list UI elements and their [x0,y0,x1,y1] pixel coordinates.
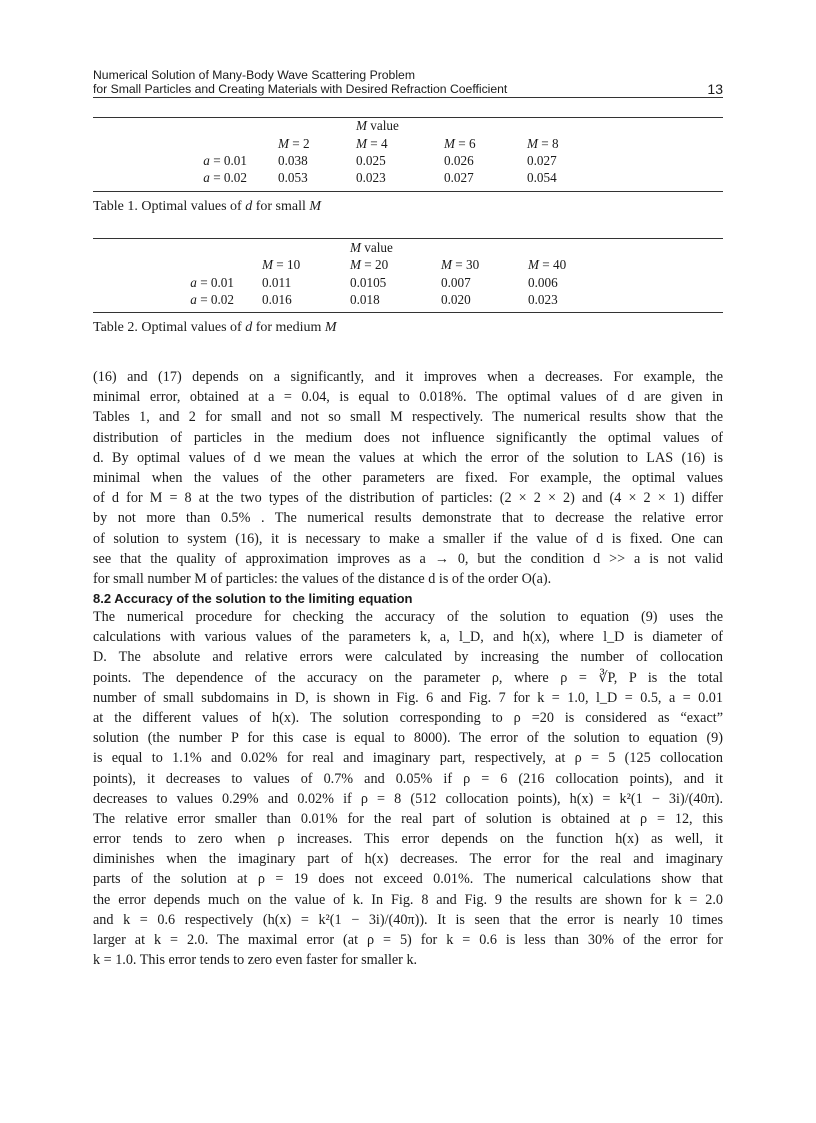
text-line: by not more than 0.5% . The numerical results demonstrate that to decrease the relative error [93,510,723,527]
page-number: 13 [707,81,723,97]
table-cell: 0.023 [356,170,386,185]
text-line: the error depends much on the value of k. In Fig. 8 and Fig. 9 the results are shown for k = 2.0 [93,891,723,908]
table-bottom-rule [93,312,723,313]
table-cell: 0.023 [528,292,558,307]
text-line: D. The absolute and relative errors were calculated by increasing the number of collocation [93,649,723,666]
column-header: M = 40 [528,257,567,272]
section-heading: 8.2 Accuracy of the solution to the limiting equation [93,591,413,606]
text-line: is equal to 1.1% and 0.02% for real and imaginary part, respectively, at ρ = 5 (125 collocation [93,750,723,767]
table-cell: 0.026 [444,153,474,168]
table-bottom-rule [93,191,723,192]
column-header: M = 20 [350,257,389,272]
table-cell: 0.027 [444,170,474,185]
text-line: The numerical procedure for checking the accuracy of the solution to equation (9) uses the [93,609,723,625]
running-head-line-1: Numerical Solution of Many-Body Wave Scattering Problem [93,68,415,82]
text-line: d. By optimal values of d we mean the values at which the error of the solution to LAS (16) is [93,449,723,466]
text-line: diminishes when the imaginary part of h(x) decreases. The error for the real and imaginary [93,851,723,868]
text-line: of solution to system (16), it is necessary to make a smaller if the value of d is fixed. One can [93,530,723,547]
table-group-header: M value [350,240,393,255]
table-top-rule [93,117,723,118]
table-top-rule [93,238,723,239]
text-line: The relative error smaller than 0.01% for the real part of solution is obtained at ρ = 12, this [93,810,723,827]
text-line: calculations with various values of the parameters k, a, l_D, and h(x), where l_D is diameter of [93,629,723,646]
table-cell: 0.053 [278,170,308,185]
text-line: distribution of particles in the medium does not influence significantly the optimal values of [93,429,723,446]
row-label: a = 0.02 [203,170,247,185]
table-cell: 0.025 [356,153,386,168]
text-line: of d for M = 8 at the two types of the distribution of particles: (2 × 2 × 2) and (4 × 2 × 1) differ [93,490,723,507]
header-rule [93,97,723,98]
text-line: (16) and (17) depends on a significantly, and it improves when a decreases. For example, the [93,369,723,385]
text-line: at the different values of h(x). The solution corresponding to ρ =20 is considered as “exact” [93,709,723,726]
table-cell: 0.011 [262,275,292,290]
column-header: M = 8 [527,136,559,151]
text-line: see that the quality of approximation improves as a → 0, but the condition d >> a is not valid [93,550,723,567]
column-header: M = 30 [441,257,480,272]
text-line: number of small subdomains in D, is shown in Fig. 6 and Fig. 7 for k = 1.0, l_D = 0.5, a = 0.01 [93,689,723,706]
table-cell: 0.018 [350,292,380,307]
text-line: parts of the solution at ρ = 19 does not exceed 0.01%. The numerical calculations show that [93,871,723,888]
table-cell: 0.0105 [350,275,387,290]
table-2 [93,238,723,318]
table-cell: 0.016 [262,292,292,307]
table-cell: 0.006 [528,275,558,290]
table-1 [93,117,723,197]
text-line: minimal error, obtained at a = 0.04, is equal to 0.018%. The optimal values of d are given in [93,389,723,406]
column-header: M = 10 [262,257,301,272]
table-cell: 0.038 [278,153,308,168]
text-line: k = 1.0. This error tends to zero even faster for smaller k. [93,952,418,969]
row-label: a = 0.02 [190,292,234,307]
text-line: for small number M of particles: the values of the distance d is of the order O(a). [93,570,552,587]
table-cell: 0.054 [527,170,557,185]
table-group-header: M value [356,118,399,133]
text-line: points), it decreases to values of 0.7% and 0.05% if ρ = 6 (216 collocation points), and it [93,770,723,787]
column-header: M = 4 [356,136,388,151]
text-line: and k = 0.6 respectively (h(x) = k²(1 − 3i)/(40π)). It is seen that the error is nearly 10 times [93,911,723,928]
text-line: larger at k = 2.0. The maximal error (at ρ = 5) for k = 0.6 is less than 30% of the error for [93,932,723,948]
row-label: a = 0.01 [203,153,247,168]
running-head [93,68,723,96]
text-line: decreases to values 0.29% and 0.02% if ρ = 8 (512 collocation points), h(x) = k²(1 − 3i)/(40π). [93,790,723,807]
body-paragraph-1 [93,367,723,589]
text-line: error tends to zero when ρ increases. This error depends on the function h(x) as well, it [93,831,723,848]
text-line: points. The dependence of the accuracy on the parameter ρ, where ρ = ∛P, P is the total [93,669,723,686]
text-line: minimal when the values of the other parameters are fixed. For example, the optimal values [93,469,723,486]
table-2-caption: Table 2. Optimal values of d for medium M [93,320,337,335]
table-cell: 0.007 [441,275,471,290]
table-cell: 0.020 [441,292,471,307]
column-header: M = 2 [278,136,310,151]
body-paragraph-2 [93,607,723,970]
table-1-caption: Table 1. Optimal values of d for small M [93,199,322,214]
running-head-line-2: for Small Particles and Creating Materials with Desired Refraction Coefficient [93,82,508,96]
table-cell: 0.027 [527,153,557,168]
text-line: Tables 1, and 2 for small and not so small M respectively. The numerical results show that the [93,409,723,426]
column-header: M = 6 [444,136,476,151]
text-line: solution (the number P for this case is equal to 8000). The error of the solution to equation (9) [93,730,723,747]
row-label: a = 0.01 [190,275,234,290]
